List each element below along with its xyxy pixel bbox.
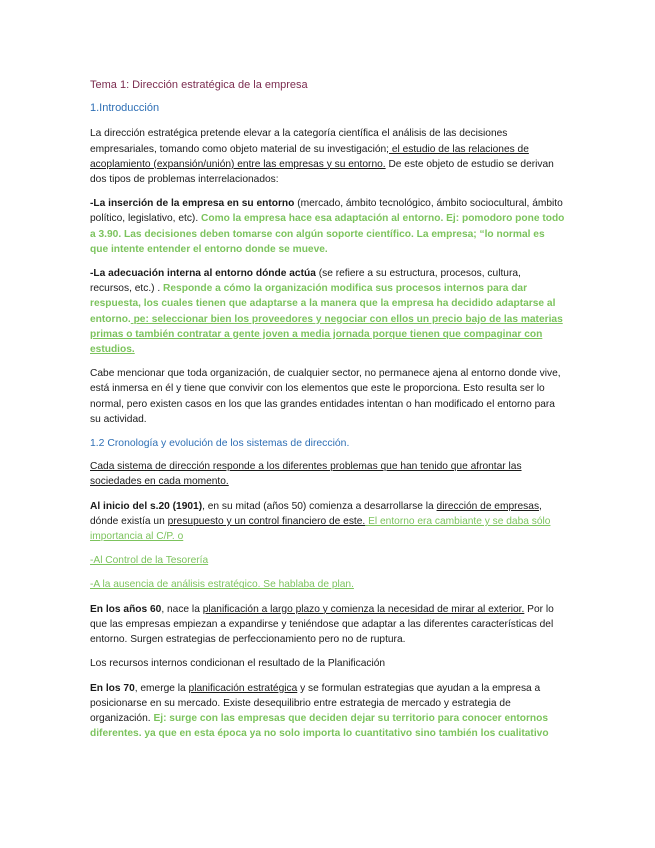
green-note: Responde a cómo la organización modifica sus procesos internos para dar respuesta, los cuales tienen que adaptarse a la manera que la empresa ha decidido adaptarse al entorno. [90, 283, 556, 325]
text-run: , nace la [161, 603, 203, 615]
underlined-text: presupuesto y un control financiero de este. [167, 515, 366, 527]
green-note: Ej: surge con las empresas que deciden dejar su territorio para conocer entornos diferentes. ya que en esta época ya no solo importa lo cuantitativo sino también los cualitativo [90, 712, 549, 740]
text-run: La dirección estratégica pretende elevar a la categoría científica el análisis de las decisiones empresariales, tomando como objeto material de su investigación [90, 128, 508, 155]
green-underlined-note: pe: seleccionar bien los proveedores y negociar con ellos un precio bajo de las materias primas o también contratar a gente joven a media jornada porque tienen que compaginar con estudios. [90, 313, 563, 356]
underlined-text: planificación a largo plazo y comienza la necesidad de mirar al exterior. [202, 603, 525, 615]
text-run: , en su mitad (años 50) comienza a desarrollarse la [202, 500, 437, 512]
paragraph-insercion [90, 196, 565, 257]
bold-lead: Al inicio del s.20 (1901) [90, 500, 203, 512]
section-heading-introduccion: 1.Introducción [90, 102, 160, 115]
paragraph-anos-60 [90, 602, 565, 648]
green-underlined-note: El entorno era cambiante y se daba sólo importancia al C/P. o [90, 515, 551, 543]
text-run: Por lo que las empresas empiezan a expandirse y teniéndose que adaptar a las diferentes características del entorno. Surgen estrategias de perfeccionamiento pero no de ruptura. [90, 603, 554, 646]
text-run: y se formulan estrategias que ayudan a la empresa a posicionarse en su mercado. Existe desequilibrio entre estrategia de mercado y estrategia de organización. [90, 682, 541, 724]
section-heading-cronologia: 1.2 Cronología y evolución de los sistemas de dirección. [90, 438, 350, 450]
text-run: , emerge la [134, 682, 189, 694]
text-run: (se refiere a su estructura, procesos, cultura, recursos, etc.) . [90, 268, 521, 295]
bold-lead: En los 70 [90, 682, 135, 694]
list-item-tesoreria: -Al Control de la Tesorería [90, 555, 209, 567]
text-run: (mercado, ámbito tecnológico, ámbito sociocultural, ámbito político, legislativo, etc). [90, 198, 563, 225]
paragraph-intro [90, 126, 565, 187]
text-run: De este objeto de estudio se derivan dos tipos de problemas interrelacionados: [90, 158, 554, 186]
paragraph-entorno: Cabe mencionar que toda organización, de cualquier sector, no permanece ajena al entorno donde vive, está inmersa en él y tiene que convivir con los elementos que este le proporciona. Esto resulta ser lo normal, pero existen casos en los que las grandes entidades intentan o han modificado el entorno para su actividad. [90, 368, 561, 425]
document-page [90, 78, 565, 750]
list-item-analisis: -A la ausencia de análisis estratégico. Se hablaba de plan. [90, 579, 354, 591]
underlined-text: planificación estratégica [188, 682, 298, 694]
bold-lead: En los años 60 [90, 603, 162, 615]
paragraph-adecuacion [90, 266, 565, 357]
paragraph-inicio-s20 [90, 499, 565, 545]
underlined-text: ; el estudio de las relaciones de acoplamiento (expansión/unión) entre las empresas y su entorno. [90, 143, 529, 170]
bold-lead: -La inserción de la empresa en su entorno [90, 198, 295, 210]
underlined-text: dirección de empresas [436, 500, 540, 512]
text-run: , dónde existía un [90, 500, 542, 527]
bold-lead: -La adecuación interna al entorno dónde actúa [90, 268, 316, 280]
paragraph-recursos: Los recursos internos condicionan el resultado de la Planificación [90, 658, 386, 670]
document-title: Tema 1: Dirección estratégica de la empresa [90, 79, 308, 91]
paragraph-anos-70 [90, 681, 565, 742]
green-note: Como la empresa hace esa adaptación al entorno. Ej: pomodoro pone todo a 3.90. Las decisiones deben tomarse con algún soporte científico. La empresa; “lo normal es que intente entender el entorno donde se mueve. [90, 213, 565, 255]
paragraph-sistemas: Cada sistema de dirección responde a los diferentes problemas que han tenido que afrontar las sociedades en cada momento. [90, 461, 522, 488]
